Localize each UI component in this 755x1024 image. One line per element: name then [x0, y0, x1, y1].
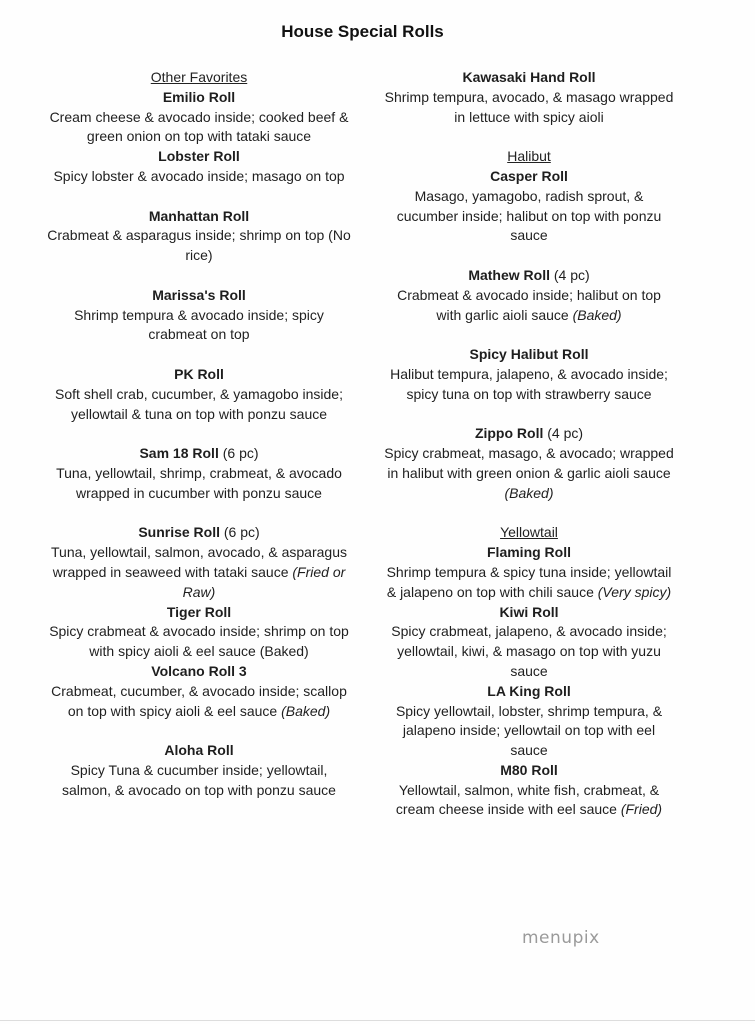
menu-item	[45, 147, 353, 187]
item-note: (Very spicy)	[597, 583, 672, 600]
menu-item	[383, 543, 675, 602]
item-desc: Masago, yamagobo, radish sprout, & cucumber inside; halibut on top with ponzu sauce	[396, 187, 662, 244]
menu-item	[45, 444, 353, 503]
item-desc: Yellowtail, salmon, white fish, crabmeat, & cream cheese inside with eel sauce (Fried)	[395, 781, 663, 818]
menu-item	[383, 424, 675, 503]
menu-item	[383, 266, 675, 325]
item-desc: Tuna, yellowtail, salmon, avocado, & asparagus wrapped in seaweed with tataki sauce (Fried or Raw)	[51, 544, 347, 600]
item-desc: Spicy crabmeat, jalapeno, & avocado inside; yellowtail, kiwi, & masago on top with yuzu sauce	[391, 623, 667, 679]
item-desc: Cream cheese & avocado inside; cooked beef & green onion on top with tataki sauce	[49, 108, 349, 145]
item-name: Kiwi Roll	[499, 603, 559, 620]
item-desc: Shrimp tempura, avocado, & masago wrapped in lettuce with spicy aioli	[384, 88, 674, 125]
menupix-watermark: menupix	[522, 928, 600, 948]
page-title: House Special Rolls	[281, 22, 444, 41]
section-other-favorites: Other Favorites	[150, 69, 248, 85]
item-desc: Spicy yellowtail, lobster, shrimp tempura, & jalapeno inside; yellowtail on top with eel sauce	[395, 702, 663, 759]
item-name: Lobster Roll	[158, 148, 240, 165]
item-desc: Halibut tempura, jalapeno, & avocado inside; spicy tuna on top with strawberry sauce	[390, 365, 668, 402]
item-desc: Spicy Tuna & cucumber inside; yellowtail, salmon, & avocado on top with ponzu sauce	[62, 761, 336, 798]
menu-item	[45, 741, 353, 800]
menu-item	[45, 207, 353, 266]
item-name: M80 Roll	[500, 761, 558, 778]
menu-item	[383, 345, 675, 404]
menu-item	[383, 761, 675, 820]
item-name: Mathew Roll (4 pc)	[468, 266, 590, 283]
item-desc: Shrimp tempura & spicy tuna inside; yellowtail & jalapeno on top with chili sauce (Very spicy)	[386, 563, 672, 600]
section-halibut: Halibut	[507, 148, 551, 165]
menu-item	[45, 523, 353, 602]
item-note: (Fried or Raw)	[182, 563, 346, 600]
item-name: LA King Roll	[487, 682, 571, 699]
left-column	[45, 68, 353, 800]
menu-item	[383, 603, 675, 682]
item-desc: Crabmeat & avocado inside; halibut on top with garlic aioli sauce (Baked)	[397, 286, 661, 323]
item-name: Manhattan Roll	[148, 207, 250, 224]
item-note: (Baked)	[504, 484, 554, 501]
menu-item	[45, 88, 353, 147]
item-name: Sam 18 Roll (6 pc)	[139, 445, 259, 462]
item-name: Marissa's Roll	[152, 286, 246, 303]
menu-item	[383, 167, 675, 246]
item-note: (Baked)	[572, 306, 622, 323]
item-name: Aloha Roll	[164, 742, 234, 759]
item-name: Flaming Roll	[487, 544, 571, 561]
section-yellowtail: Yellowtail	[500, 524, 558, 541]
item-name: Zippo Roll (4 pc)	[474, 425, 584, 442]
item-name: Tiger Roll	[166, 603, 232, 620]
item-desc: Shrimp tempura & avocado inside; spicy crabmeat on top	[74, 306, 324, 343]
menu-item	[383, 682, 675, 761]
item-desc: Spicy crabmeat & avocado inside; shrimp on top with spicy aioli & eel sauce (Baked)	[49, 623, 349, 660]
menu-item	[45, 365, 353, 424]
menu-item	[383, 68, 675, 127]
menu-item	[45, 286, 353, 345]
item-name: Casper Roll	[490, 167, 568, 184]
item-name: Sunrise Roll (6 pc)	[138, 524, 260, 541]
item-desc: Tuna, yellowtail, shrimp, crabmeat, & avocado wrapped in cucumber with ponzu sauce	[56, 464, 342, 501]
item-note: (Baked)	[281, 702, 331, 719]
item-desc: Crabmeat & asparagus inside; shrimp on top (No rice)	[47, 227, 351, 264]
item-desc: Crabmeat, cucumber, & avocado inside; scallop on top with spicy aioli & eel sauce (Baked)	[51, 682, 347, 719]
item-name: PK Roll	[174, 365, 224, 382]
item-desc: Soft shell crab, cucumber, & yamagobo inside; yellowtail & tuna on top with ponzu sauce	[55, 385, 343, 422]
menu-item	[45, 662, 353, 721]
right-column	[383, 68, 675, 820]
item-desc: Spicy lobster & avocado inside; masago on top	[53, 167, 345, 184]
page-edge-divider	[0, 1020, 755, 1021]
item-name: Spicy Halibut Roll	[469, 346, 589, 363]
item-note: (Fried)	[620, 801, 663, 818]
item-name: Volcano Roll 3	[151, 662, 247, 679]
item-name: Kawasaki Hand Roll	[462, 69, 596, 85]
item-desc: Spicy crabmeat, masago, & avocado; wrapped in halibut with green onion & garlic aioli sauce (Baked)	[384, 445, 674, 501]
menu-item	[45, 603, 353, 662]
item-name: Emilio Roll	[162, 88, 236, 105]
